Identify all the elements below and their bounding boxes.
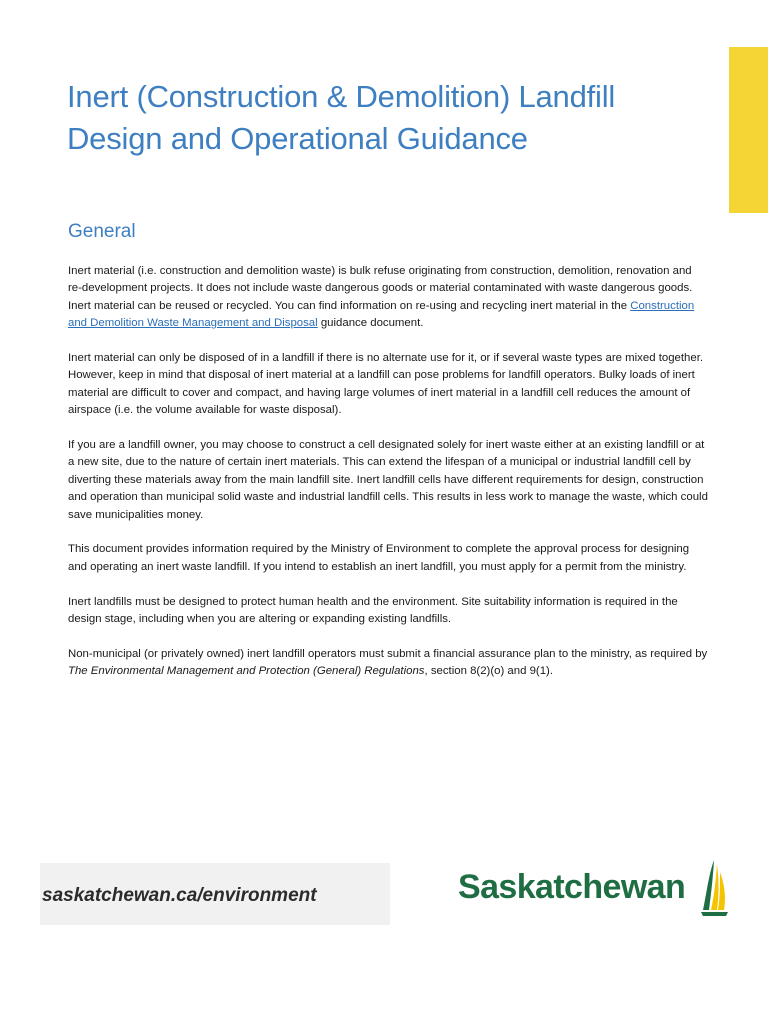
paragraph-2: Inert material can only be disposed of in a landfill if there is no alternate use for it, or if several waste types are mixed together. However, keep in mind that disposal of inert material at a landfill can pose problems for landfill operators. Bulky loads of inert material are difficult to cover and compact, and having large volumes of inert material in a landfill cell reduces the amount of airspace (i.e. the volume available for waste disposal). (68, 352, 704, 417)
title-line-1: Inert (Construction & Demolition) Landfill (67, 79, 616, 114)
page-title (67, 76, 707, 160)
logo-wordmark: Saskatchewan (458, 868, 686, 906)
yellow-accent-tab (729, 47, 768, 213)
paragraph-6-text-after: , section 8(2)(o) and 9(1). (424, 665, 554, 678)
paragraph-5: Inert landfills must be designed to protect human health and the environment. Site suitability information is required in the design stage, including when you are altering or expanding existing landfills. (68, 595, 678, 626)
paragraph-6-text-before: Non-municipal (or privately owned) inert landfill operators must submit a financial assurance plan to the ministry, as required by (68, 647, 708, 660)
regulations-title: The Environmental Management and Protection (General) Regulations (68, 665, 425, 678)
paragraph-1 (68, 263, 708, 333)
paragraph-4: This document provides information required by the Ministry of Environment to complete the approval process for designing and operating an inert waste landfill. If you intend to establish an inert landfill, you must apply for a permit from the ministry. (68, 543, 690, 573)
paragraph-1-text-after: guidance document. (317, 317, 424, 330)
paragraph-6 (68, 646, 708, 681)
cd-waste-guidance-link[interactable]: Construction and Demolition Waste Management and Disposal (68, 299, 695, 330)
body-text (68, 263, 708, 698)
wheat-sheaf-icon (698, 858, 730, 918)
paragraph-1-text-before: Inert material (i.e. construction and demolition waste) is bulk refuse originating from construction, demolition, renovation and re-development projects. It does not include waste dangerous goods or material contaminated with waste dangerous goods. Inert material can be reused or recycled. You can find information on re-using and recycling inert material in the (68, 265, 693, 312)
title-line-2: Design and Operational Guidance (67, 121, 528, 156)
section-heading: General (68, 221, 136, 242)
footer-url: saskatchewan.ca/environment (42, 885, 317, 906)
paragraph-3: If you are a landfill owner, you may choose to construct a cell designated solely for inert waste either at an existing landfill or at a new site, due to the nature of certain inert materials. This can extend the lifespan of a municipal or industrial landfill cell by diverting these materials away from the main landfill site. Inert landfill cells have different requirements for design, construction and operation than municipal solid waste and industrial landfill cells. This results in less work to manage the waste, which could save municipalities money. (68, 439, 708, 521)
saskatchewan-logo (458, 858, 730, 918)
